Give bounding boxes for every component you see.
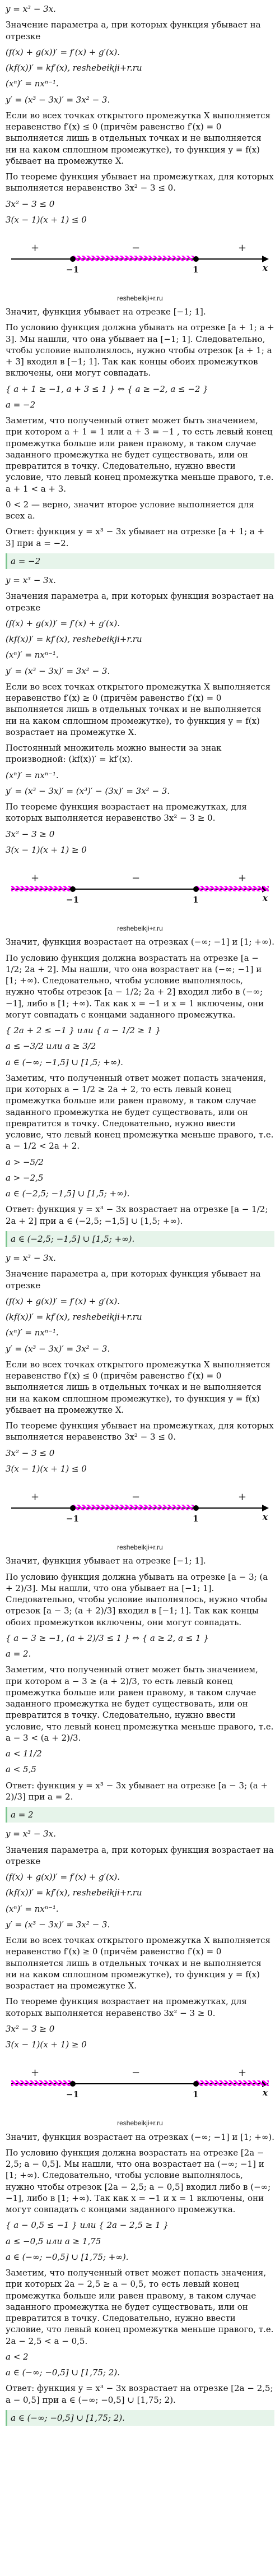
rule-sum: (f(x) + g(x))′ = f′(x) + g′(x).: [6, 1872, 120, 1883]
sign-2: −: [132, 1491, 141, 1504]
sign-1: +: [31, 1491, 40, 1504]
derivative: y′ = (x³ − 3x)′ = 3x² − 3.: [6, 665, 110, 676]
label-right: 1: [193, 265, 199, 275]
sign-2: −: [132, 872, 141, 885]
remark: Заметим, что полученный ответ может попасть значения, при которых a − 1/2 ≥ 2a + 2, то есть левый конец промежутка больше или равен правому, в таком случае заданного промежутка не будет существовать, или он превратится в точку. Следовательно, нужно ввести условие, что левый конец промежутка меньше правого, т.е. a − 1/2 < 2a + 2.: [6, 1072, 274, 1151]
restricted-interval: a ∈ (−∞; −0,5] ∪ [1,75; 2).: [6, 2367, 120, 2378]
theorem-text: Если во всех точках открытого промежутка X выполняется неравенство f′(x) ≤ 0 (причём равенство f′(x) = 0 выполняется лишь в отдельных точках и не выполняется ни на каком сплошном промежутке), то функция y = f(x) убывает на промежутке X.: [6, 110, 270, 166]
answer-box: a ∈ (−∞; −0,5] ∪ [1,75; 2).: [6, 2410, 274, 2426]
theorem-apply: По теореме функция убывает на промежутках, для которых выполняется неравенство 3x² − 3 ≤ 0.: [6, 172, 274, 193]
section-heading: Значение параметра a, при которых функция убывает на отрезке: [6, 1269, 261, 1291]
sign-1: +: [31, 872, 40, 885]
label-right: 1: [193, 2089, 199, 2100]
axis-x-label: x: [263, 1512, 268, 1523]
inequality-1: 3x² − 3 ≥ 0: [6, 2023, 55, 2034]
section-1: [6, 3, 274, 569]
label-left: −1: [66, 895, 80, 905]
shaded-interval: [73, 1505, 196, 1510]
condition-text: По условию функция должна возрастать на отрезке [2a − 2,5; a − 0,5]. Мы нашли, что она возрастает на (−∞; −1] и [1; +∞). Следовательно, чтобы условие выполнялось, нужно чтобы отрезок [2a − 2,5; a − 0,5] входил либо в (−∞; −1], либо в [1; +∞). Так как x = −1 и x = 1 включены, они могут совпадать с концами заданного промежутка.: [6, 2147, 271, 2214]
answer-box: a = 2: [6, 1807, 274, 1823]
remark-2: 0 < 2 — верно, значит второе условие выполняется для всех a.: [6, 499, 254, 521]
derivative: y′ = (x³ − 3x)′ = 3x² − 3.: [6, 1919, 110, 1930]
sign-3: +: [238, 872, 247, 885]
inequality-2: 3(x − 1)(x + 1) ≥ 0: [6, 2039, 87, 2050]
rule-power-2: (xⁿ)′ = nxⁿ⁻¹.: [6, 770, 59, 780]
restriction-2: a > −2,5: [6, 1172, 44, 1183]
rule-sum: (f(x) + g(x))′ = f′(x) + g′(x).: [6, 1296, 120, 1306]
restricted-interval: a ∈ (−2,5; −1,5] ∪ [1,5; +∞).: [6, 1188, 130, 1199]
sign-3: +: [238, 1491, 247, 1504]
watermark: reshebeikji+r.ru: [117, 2119, 163, 2128]
axis-arrow-icon: [262, 1505, 269, 1511]
label-right: 1: [193, 1514, 199, 1524]
rule-sum: (f(x) + g(x))′ = f′(x) + g′(x).: [6, 618, 120, 628]
axis-x-label: x: [263, 263, 268, 273]
solution-interval: a ∈ (−∞; −1,5] ∪ [1,5; +∞).: [6, 1057, 123, 1067]
watermark: reshebeikji+r.ru: [117, 1543, 163, 1552]
shaded-interval: [73, 256, 196, 261]
result-interval: Значит, функция возрастает на отрезках (−∞; −1] и [1; +∞).: [6, 937, 275, 947]
theorem-text: Если во всех точках открытого промежутка X выполняется неравенство f′(x) ≤ 0 (причём равенство f′(x) = 0 выполняется лишь в отдельных точках и не выполняется ни на каком сплошном промежутке), то функция y = f(x) убывает на промежутке X.: [6, 1359, 270, 1415]
point-right: [193, 1505, 199, 1511]
result-interval: Значит, функция убывает на отрезке [−1; 1].: [6, 1556, 206, 1566]
function-line: y = x³ − 3x.: [6, 575, 56, 586]
answer-text: Ответ: функция y = x³ − 3x возрастает на отрезке [a − 1/2; 2a + 2] при a ∈ (−2,5; −1,5] ∪ [1,5; +∞).: [6, 1204, 268, 1226]
restriction-1: a < 11/2: [6, 1749, 42, 1759]
sign-3: +: [238, 242, 247, 254]
derivative-2: y′ = (x³ − 3x)′ = (x³)′ − (3x)′ = 3x² − 3.: [6, 785, 170, 796]
restriction-2: a < 5,5: [6, 1764, 36, 1775]
section-heading: Значения параметра a, при которых функция возрастает на отрезке: [6, 1844, 274, 1866]
theorem-apply: По теореме функция возрастает на промежутках, для которых выполняется неравенство 3x² − 3 ≥ 0.: [6, 802, 247, 824]
function-line: y = x³ − 3x.: [6, 1829, 56, 1839]
section-2: [6, 575, 274, 1247]
number-line: [6, 2058, 274, 2108]
answer-box: a = −2: [6, 553, 274, 569]
section-3: [6, 1252, 274, 1823]
sign-3: +: [238, 2067, 247, 2079]
system: { a − 3 ≥ −1, (a + 2)/3 ≤ 1 } ⇔ { a ≥ 2, a ≤ 1 }: [6, 1632, 209, 1643]
remark: Заметим, что полученный ответ может быть значением, при котором a + 1 = 1 или a + 3 = −1 , то есть левый конец промежутка больше или равен правому, в таком случае заданного промежутка не будет существовать, или он превратится в точку. Следовательно, нужно ввести условие, что левый конец промежутка меньше правого, т.е. a + 1 < a + 3.: [6, 415, 274, 494]
theorem-apply: По теореме функция возрастает на промежутках, для которых выполняется неравенство 3x² − 3 ≥ 0.: [6, 1996, 247, 2018]
solution: a ≤ −3/2 или a ≥ 3/2: [6, 1041, 96, 1052]
point-left: [70, 2081, 76, 2087]
theorem-text: Если во всех точках открытого промежутка X выполняется неравенство f′(x) ≥ 0 (причём равенство f′(x) = 0 выполняется лишь в отдельных точках и не выполняется ни на каком сплошном промежутке), то функция y = f(x) возрастает на промежутке X.: [6, 1935, 270, 1991]
point-left: [70, 886, 76, 892]
label-left: −1: [66, 265, 80, 275]
const-rule-text: Постоянный множитель можно вынести за знак производной: (kf(x))′ = kf′(x).: [6, 743, 222, 765]
derivative: y′ = (x³ − 3x)′ = 3x² − 3.: [6, 1343, 110, 1354]
sign-2: −: [132, 242, 141, 254]
watermark: reshebeikji+r.ru: [117, 294, 163, 302]
rule-sum: (f(x) + g(x))′ = f′(x) + g′(x).: [6, 47, 120, 57]
inequality-1: 3x² − 3 ≥ 0: [6, 829, 55, 839]
shaded-interval-left: [11, 2080, 73, 2086]
solution: a = 2.: [6, 1649, 31, 1659]
sign-1: +: [31, 2067, 40, 2079]
remark: Заметим, что полученный ответ может быть значением, при котором a − 3 ≥ (a + 2)/3, то есть левый конец промежутка больше или равен правому, в таком случае заданного промежутка не будет существовать, или он превратится в точку. Следовательно, нужно ввести условие, что левый конец промежутка меньше правого, т.е. a − 3 < (a + 2)/3.: [6, 1664, 274, 1743]
solution: a = −2: [6, 399, 36, 410]
solution: a ≤ −0,5 или a ≥ 1,75: [6, 2236, 101, 2246]
function-line: y = x³ − 3x.: [6, 1253, 56, 1264]
answer-text: Ответ: функция y = x³ − 3x возрастает на отрезке [2a − 2,5; a − 0,5] при a ∈ (−∞; −0,5] ∪ [1,75; 2).: [6, 2383, 273, 2405]
section-4: [6, 1828, 274, 2426]
condition-text: По условию функция должна убывать на отрезке [a + 1; a + 3]. Мы нашли, что она убывает на [−1; 1]. Следовательно, чтобы условие выполнялось, нужно чтобы отрезок [a + 1; a + 3] входил в [−1; 1]. Так как концы обоих промежутков включены, они могут совпадать.: [6, 322, 274, 378]
function-line: y = x³ − 3x.: [6, 4, 56, 14]
label-left: −1: [66, 2089, 80, 2100]
rule-const: (kf(x))′ = kf′(x), reshebeikji+r.ru: [6, 1888, 142, 1898]
sign-1: +: [31, 242, 40, 254]
system: { a − 0,5 ≤ −1 } или { 2a − 2,5 ≥ 1 }: [6, 2220, 169, 2231]
remark: Заметим, что полученный ответ может попасть значения, при которых 2a − 2,5 ≥ a − 0,5, то есть левый конец промежутка больше или равен правому, в таком случае заданного промежутка не будет существовать, или он превратится в точку. Следовательно, нужно ввести условие, что левый конец промежутка меньше правого, т.е. 2a − 2,5 < a − 0,5.: [6, 2268, 274, 2346]
point-left: [70, 256, 76, 262]
inequality-2: 3(x − 1)(x + 1) ≥ 0: [6, 844, 87, 855]
rule-const: (kf(x))′ = kf′(x), reshebeikji+r.ru: [6, 634, 142, 645]
rule-const: (kf(x))′ = kf′(x), reshebeikji+r.ru: [6, 63, 142, 73]
answer-text: Ответ: функция y = x³ − 3x убывает на отрезке [a + 1; a + 3] при a = −2.: [6, 526, 265, 548]
inequality-2: 3(x − 1)(x + 1) ≤ 0: [6, 1463, 87, 1474]
label-right: 1: [193, 895, 199, 905]
restriction-1: a > −5/2: [6, 1157, 44, 1167]
number-line: [6, 1482, 274, 1533]
shaded-interval-left: [11, 886, 73, 891]
point-right: [193, 256, 199, 262]
theorem-text: Если во всех точках открытого промежутка X выполняется неравенство f′(x) ≥ 0 (причём равенство f′(x) = 0 выполняется лишь в отдельных точках и не выполняется ни на каком сплошном промежутке), то функция y = f(x) возрастает на промежутке X.: [6, 681, 270, 737]
derivative: y′ = (x³ − 3x)′ = 3x² − 3.: [6, 94, 110, 105]
watermark: reshebeikji+r.ru: [117, 924, 163, 933]
system: { 2a + 2 ≤ −1 } или { a − 1/2 ≥ 1 }: [6, 1025, 161, 1036]
inequality-2: 3(x − 1)(x + 1) ≤ 0: [6, 214, 87, 225]
condition-text: По условию функция должна убывать на отрезке [a − 3; (a + 2)/3]. Мы нашли, что она убывает на [−1; 1]. Следовательно, чтобы условие выполнялось, нужно чтобы отрезок [a − 3; (a + 2)/3] входил в [−1; 1]. Так как концы обоих промежутков включены, они могут совпадать.: [6, 1571, 268, 1627]
rule-const: (kf(x))′ = kf′(x), reshebeikji+r.ru: [6, 1312, 142, 1322]
rule-power: (xⁿ)′ = nxⁿ⁻¹.: [6, 1328, 59, 1338]
section-heading: Значения параметра a, при которых функция возрастает на отрезке: [6, 591, 274, 613]
rule-power: (xⁿ)′ = nxⁿ⁻¹.: [6, 78, 59, 89]
shaded-interval-right: [196, 2080, 269, 2086]
section-heading: Значение параметра a, при которых функция убывает на отрезке: [6, 20, 261, 41]
number-line: [6, 233, 274, 284]
inequality-1: 3x² − 3 ≤ 0: [6, 1447, 55, 1458]
axis-x-label: x: [263, 893, 268, 904]
axis-x-label: x: [263, 2088, 268, 2098]
sign-2: −: [132, 2067, 141, 2079]
answer-text: Ответ: функция y = x³ − 3x убывает на отрезке [a − 3; (a + 2)/3] при a = 2.: [6, 1780, 268, 1802]
system: { a + 1 ≥ −1, a + 3 ≤ 1 } ⇔ { a ≥ −2, a ≤ −2 }: [6, 383, 208, 394]
solution-interval: a ∈ (−∞; −0,5] ∪ [1,75; +∞).: [6, 2251, 129, 2262]
answer-box: a ∈ (−2,5; −1,5] ∪ [1,5; +∞).: [6, 1231, 274, 1247]
rule-power: (xⁿ)′ = nxⁿ⁻¹.: [6, 1903, 59, 1914]
number-line: [6, 863, 274, 914]
inequality-1: 3x² − 3 ≤ 0: [6, 198, 55, 209]
result-interval: Значит, функция возрастает на отрезках (−∞; −1] и [1; +∞).: [6, 2131, 275, 2142]
axis-arrow-icon: [262, 256, 269, 262]
restriction-1: a < 2: [6, 2351, 29, 2362]
result-interval: Значит, функция убывает на отрезке [−1; 1].: [6, 307, 206, 317]
rule-power: (xⁿ)′ = nxⁿ⁻¹.: [6, 650, 59, 660]
label-left: −1: [66, 1514, 80, 1524]
theorem-apply: По теореме функция убывает на промежутках, для которых выполняется неравенство 3x² − 3 ≤ 0.: [6, 1421, 274, 1442]
condition-text: По условию функция должна возрастать на отрезке [a − 1/2; 2a + 2]. Мы нашли, что она возрастает на (−∞; −1] и [1; +∞). Следовательно, чтобы условие выполнялось, нужно чтобы отрезок [a − 1/2; 2a + 2] входил либо в (−∞; −1], либо в [1; +∞). Так как x = −1 и x = 1 включены, они могут совпадать с концами заданного промежутка.: [6, 952, 264, 1020]
shaded-interval-right: [196, 886, 269, 891]
